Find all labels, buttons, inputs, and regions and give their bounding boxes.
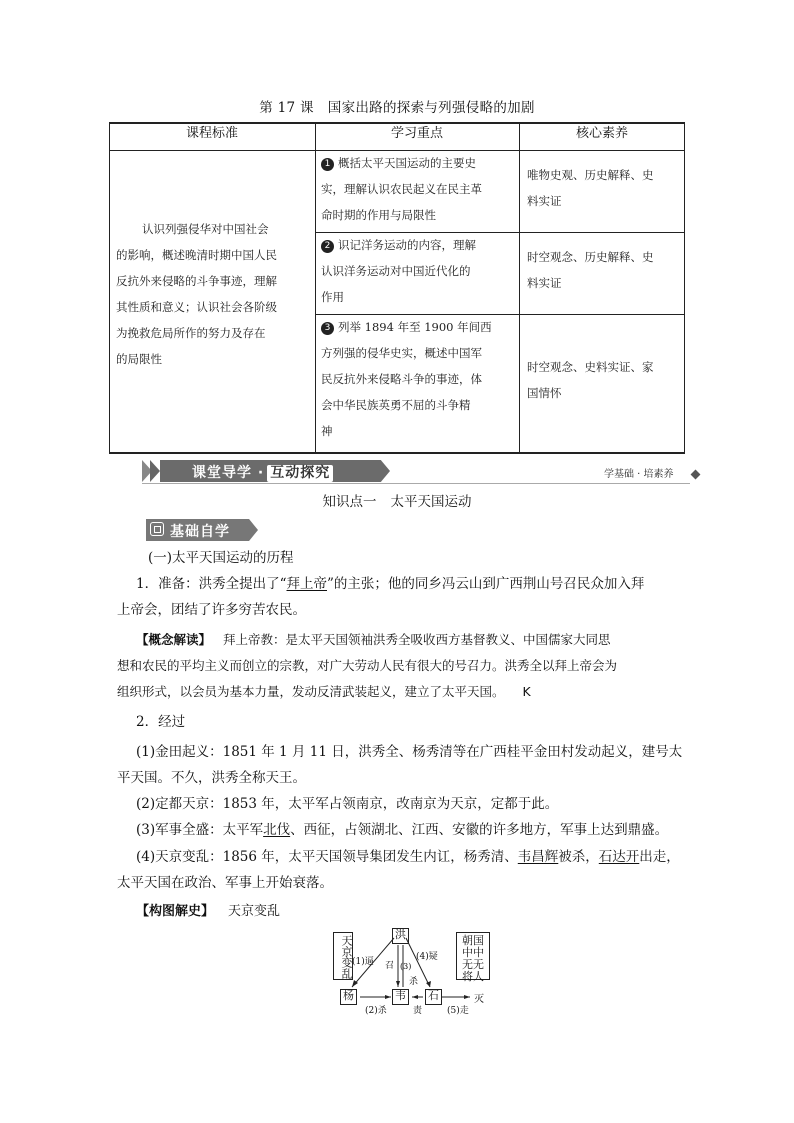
literacy-line: 料实证 — [527, 276, 562, 290]
heading-process: 2．经过 — [136, 714, 186, 730]
literacy-row-2 — [527, 244, 683, 296]
standard-line: 的局限性 — [116, 352, 162, 366]
label-kill: 杀 — [409, 977, 419, 987]
underlined-term: 石达开 — [598, 849, 640, 865]
figure-caption — [136, 901, 280, 923]
knowledge-point-title — [0, 490, 794, 510]
focus-line: 方列强的侵华史实，概述中国军 — [321, 346, 482, 360]
literacy-row-1 — [527, 162, 683, 214]
header-standard: 课程标准 — [185, 126, 238, 141]
label-zou: (5)走 — [447, 1006, 469, 1016]
text-run: 被杀， — [558, 849, 599, 865]
text-run: 组织形式，以会员为基本力量，发动反清武装起义，建立了太平天国。 — [117, 684, 505, 699]
banner-text-a: 课堂导学 · — [192, 465, 265, 481]
focus-row-1 — [321, 150, 517, 228]
standard-line: 的影响，概述晚清时期中国人民 — [116, 248, 277, 262]
text-run: ”的主张；他的同乡冯云山到广西荆山号召民众加入拜 — [327, 576, 645, 592]
focus-line: 民反抗外来侵略斗争的事迹，体 — [321, 372, 482, 386]
standard-line: 反抗外来侵略的斗争事迹，理解 — [116, 274, 277, 288]
literacy-line: 料实证 — [527, 194, 562, 208]
focus-line: 概括太平天国运动的主要史 — [338, 156, 476, 170]
node-shi: 石 — [425, 989, 442, 1005]
lesson-title — [0, 96, 794, 116]
header-focus: 学习重点 — [390, 126, 443, 141]
number-badge: 1 — [321, 158, 334, 171]
event-4-line-2: 太平天国在政治、军事上开始衰落。 — [117, 875, 333, 891]
focus-line: 神 — [321, 424, 333, 438]
concept-label: 【概念解读】 — [136, 632, 212, 647]
subsection-label: 基础自学 — [170, 524, 230, 540]
standard-line: 为挽救危局所作的努力及存在 — [116, 326, 266, 340]
focus-row-2 — [321, 232, 517, 310]
focus-line: 认识洋务运动对中国近代化的 — [321, 264, 471, 278]
text-run: 、西征，占领湖北、江西、安徽的许多地方，军事上达到鼎盛。 — [290, 822, 669, 838]
paragraph-preparation-cont: 上帝会，团结了许多穷苦农民。 — [117, 602, 306, 618]
standard-line: 其性质和意义；认识社会各阶级 — [116, 300, 277, 314]
node-wei: 韦 — [392, 989, 409, 1005]
focus-line: 实，理解认识农民起义在民主革 — [321, 182, 482, 196]
heading-history: (一)太平天国运动的历程 — [148, 550, 294, 566]
banner-title — [192, 462, 333, 482]
lesson-number: 第 17 课 — [259, 100, 314, 116]
banner-text-b: 互动探究 — [267, 465, 333, 482]
focus-line: 作用 — [321, 290, 344, 304]
label-bi: (1)逼 — [352, 957, 374, 967]
event-1-line-2: 平天国。不久，洪秀全称天王。 — [117, 770, 306, 786]
literacy-line: 唯物史观、历史解释、史 — [527, 168, 654, 182]
literacy-line: 时空观念、史料实证、家 — [527, 360, 654, 374]
literacy-line: 国情怀 — [527, 386, 562, 400]
label-ze: 责 — [413, 1006, 423, 1016]
event-4-line-1 — [136, 846, 680, 868]
literacy-row-3 — [527, 354, 683, 406]
figure-label: 【构图解史】 — [136, 904, 215, 919]
focus-line: 命时期的作用与局限性 — [321, 208, 436, 222]
text-run: (4)天京变乱：1856 年，太平天国领导集团发生内讧，杨秀清、 — [136, 849, 518, 865]
label-zhao: 召 — [385, 961, 395, 971]
figure-title: 天京变乱 — [228, 904, 281, 919]
event-3 — [136, 819, 668, 841]
concept-line-1 — [136, 629, 611, 651]
label-yi: (4)疑 — [416, 952, 438, 962]
underlined-term: 北伐 — [263, 822, 291, 838]
focus-line: 列举 1894 年至 1900 年间西 — [338, 320, 492, 334]
chevron-icon — [150, 460, 160, 482]
event-2: (2)定都天京：1853 年，太平军占领南京，改南京为天京，定都于此。 — [136, 796, 559, 812]
box-tianjing-chaos: 天京变乱 — [333, 932, 353, 980]
literacy-line: 时空观念、历史解释、史 — [527, 250, 654, 264]
banner-tag: 学基础 · 培素养 — [604, 469, 674, 480]
section-banner — [142, 460, 392, 482]
lesson-name: 国家出路的探索与列强侵略的加剧 — [327, 100, 535, 116]
focus-line: 会中华民族英勇不屈的斗争精 — [321, 398, 471, 412]
text-run: 出走， — [639, 849, 680, 865]
text-run: 拜上帝教：是太平天国领袖洪秀全吸收西方基督教义、中国儒家大同思 — [223, 632, 611, 647]
standard-text — [116, 216, 312, 372]
header-literacy: 核心素养 — [575, 126, 628, 141]
standard-line: 认识列强侵华对中国社会 — [142, 222, 269, 236]
underlined-term: 拜上帝 — [286, 576, 327, 592]
number-badge: 2 — [321, 240, 334, 253]
notebook-icon — [150, 522, 164, 536]
subsection-tag — [146, 519, 258, 541]
box-no-generals: 朝国中中无无将人 — [456, 932, 490, 980]
knowledge-point-label: 知识点一 — [322, 494, 377, 510]
paragraph-preparation — [136, 573, 644, 595]
knowledge-point-name: 太平天国运动 — [390, 494, 472, 510]
focus-row-3 — [321, 314, 517, 444]
divider — [142, 483, 690, 484]
text-run: 1．准备：洪秀全提出了“ — [136, 576, 287, 592]
node-yang: 杨 — [340, 989, 357, 1005]
underlined-term: 韦昌辉 — [517, 849, 559, 865]
concept-line-3 — [117, 681, 531, 703]
text-run: (3)军事全盛：太平军 — [136, 822, 264, 838]
number-badge: 3 — [321, 322, 334, 335]
node-hong: 洪 — [392, 928, 409, 944]
concept-line-2: 想和农民的平均主义而创立的宗教，对广大劳动人民有很大的号召力。洪秀全以拜上帝会为 — [117, 658, 618, 673]
label-mie: 灭 — [474, 994, 484, 1005]
focus-line: 识记洋务运动的内容，理解 — [338, 238, 476, 252]
event-1-line-1: (1)金田起义：1851 年 1 月 11 日，洪秀全、杨秀清等在广西桂平金田村发动起义，建号太 — [136, 744, 683, 760]
diamond-icon — [691, 470, 701, 480]
concept-mark: K — [522, 684, 531, 699]
label-sha: (2)杀 — [365, 1006, 387, 1016]
label-step3: (3) — [400, 962, 412, 971]
